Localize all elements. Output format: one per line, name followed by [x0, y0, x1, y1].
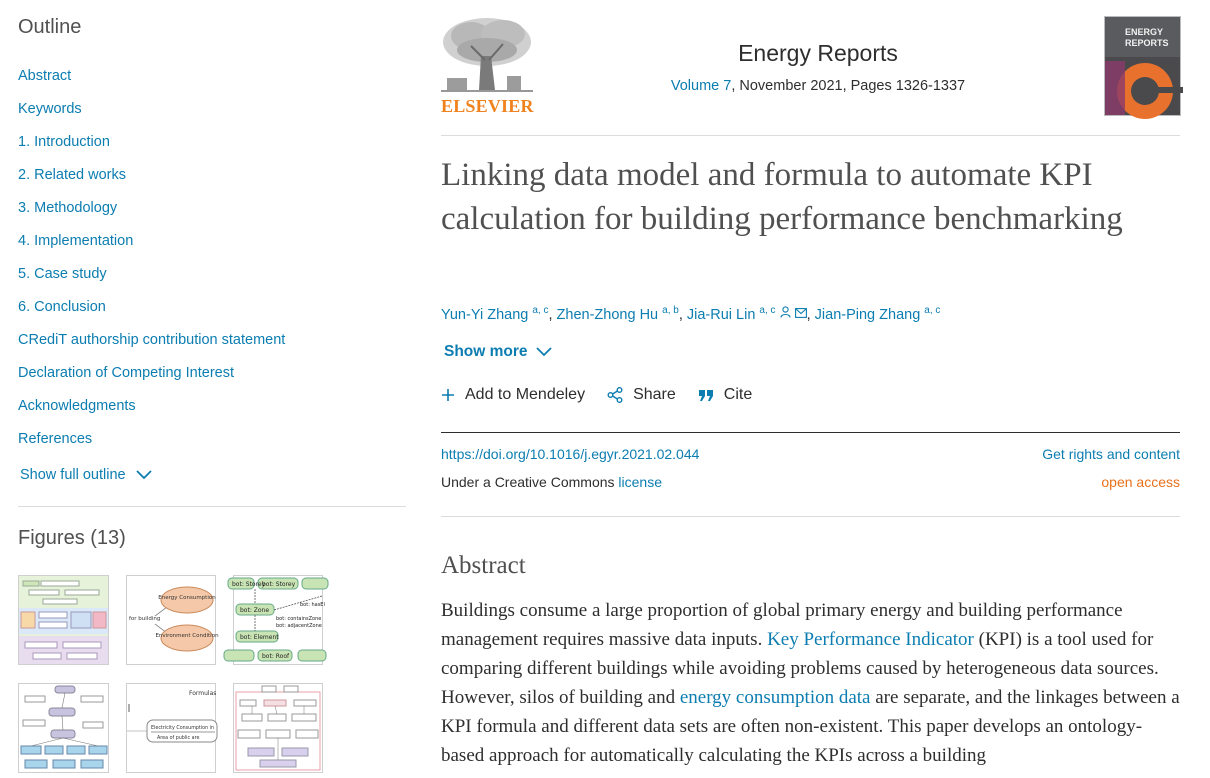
cover-title-reports: REPORTS: [1125, 38, 1169, 48]
add-to-mendeley-button[interactable]: [441, 386, 585, 404]
person-icon[interactable]: [780, 306, 791, 318]
diagram-figure-icon: [127, 576, 219, 664]
author-link[interactable]: Jian-Ping Zhang: [814, 306, 921, 323]
thumb-node-roof: bot: Roof: [262, 653, 290, 660]
thumb-node-element: bot: Element: [240, 634, 279, 641]
journal-cover[interactable]: [1104, 16, 1181, 116]
abstract-heading: Abstract: [441, 552, 526, 579]
outline-item-declaration[interactable]: Declaration of Competing Interest: [18, 365, 234, 381]
outline-item-implementation[interactable]: 4. Implementation: [18, 233, 134, 249]
author-affiliation[interactable]: a, b: [662, 305, 679, 316]
chevron-down-icon: [136, 470, 152, 480]
author-link[interactable]: Yun-Yi Zhang: [441, 306, 529, 323]
outline-list: [18, 66, 285, 462]
open-access-badge: open access: [1101, 474, 1180, 490]
thumb-edge-containszone: bot: containsZone: [276, 616, 322, 622]
outline-heading: Outline: [18, 16, 82, 38]
header-divider: [441, 135, 1180, 136]
share-button[interactable]: [607, 386, 676, 404]
thumb-formulas-header: Formulas: [189, 690, 217, 697]
license-prefix: Under a Creative Commons: [441, 474, 619, 490]
figure-thumbnail-2[interactable]: [126, 575, 219, 665]
outline-item-keywords[interactable]: Keywords: [18, 101, 82, 117]
elsevier-tree-icon: [441, 16, 533, 96]
outline-item-case-study[interactable]: 5. Case study: [18, 266, 107, 282]
show-more-label: Show more: [444, 343, 528, 360]
plus-icon: [441, 388, 455, 402]
doi-link[interactable]: https://doi.org/10.1016/j.egyr.2021.02.044: [441, 446, 700, 462]
volume-info: [591, 78, 1045, 94]
cover-title-energy: ENERGY: [1125, 27, 1164, 37]
thumb-label-energy: Energy Consumption: [158, 595, 216, 601]
author-link[interactable]: Zhen-Zhong Hu: [556, 306, 659, 323]
thumb-edge-hasel: bot: hasEl: [300, 602, 325, 608]
figure-thumbnail-5[interactable]: [126, 683, 216, 773]
thumb-edge-adjacentzone: bot: adjacentZone: [276, 623, 322, 629]
thumb-node-storey-2: bot: Storey: [262, 581, 296, 588]
outline-item-related-works[interactable]: 2. Related works: [18, 167, 126, 183]
thumb-node-storey: bot: Storey: [232, 581, 266, 588]
figure-thumbnails: [18, 575, 338, 775]
author-affiliation[interactable]: a, c: [924, 305, 941, 316]
author-link[interactable]: Jia-Rui Lin: [686, 306, 756, 323]
add-to-mendeley-label: Add to Mendeley: [465, 386, 586, 403]
outline-item-references[interactable]: References: [18, 431, 93, 447]
outline-item-acknowledgments[interactable]: Acknowledgments: [18, 398, 136, 414]
sidebar: [0, 0, 406, 778]
thumb-label-environment: Environment Condition: [155, 633, 219, 639]
license-link[interactable]: license: [618, 474, 662, 490]
formula-figure-icon: [127, 684, 215, 772]
figures-heading: Figures (13): [18, 527, 126, 549]
show-full-outline-label: Show full outline: [20, 467, 126, 483]
architecture-figure-icon: [234, 684, 322, 772]
chevron-down-icon: [536, 347, 552, 357]
outline-item-introduction[interactable]: 1. Introduction: [18, 134, 110, 150]
thumb-label-side: for building: [129, 616, 161, 622]
abstract-part-2: (KPI) is a tool used for comparing different buildings while avoiding problems caused by heterogeneous data sources. However, silos of building and: [441, 629, 1159, 708]
cite-label: Cite: [723, 386, 753, 403]
abstract-part-3: are separate, and the linkages between a KPI formula and different data sets are often non-existent. This paper develops an ontology-based approach for automatically calculating the KPIs across a building: [441, 687, 1180, 766]
ontology-figure-icon: [232, 576, 325, 664]
publisher-name: ELSEVIER: [441, 96, 534, 116]
author-affiliation[interactable]: a, c: [759, 305, 776, 316]
sidebar-divider: [18, 506, 406, 507]
meta-divider: [441, 516, 1180, 517]
share-label: Share: [633, 386, 676, 403]
author-list: Yun-Yi Zhang $^{a, c}$, Zhen-Zhong Hu $^{a, b}$, Jia-Rui Lin $^{a, c}$ , Jian-Ping Zhang $^{a, c}$: [441, 305, 941, 323]
article-actions: [441, 386, 774, 404]
abstract-text: [441, 596, 1180, 770]
flowchart-figure-icon: [19, 576, 108, 664]
energy-consumption-topic-link[interactable]: energy consumption data: [679, 687, 871, 708]
outline-item-methodology[interactable]: 3. Methodology: [18, 200, 118, 216]
figure-thumbnail-3[interactable]: [233, 575, 323, 665]
thumb-node-zone: bot: Zone: [240, 607, 270, 614]
outline-item-abstract[interactable]: Abstract: [18, 68, 72, 84]
outline-item-conclusion[interactable]: 6. Conclusion: [18, 299, 106, 315]
license-info: [441, 474, 662, 490]
show-more-button[interactable]: [444, 343, 552, 361]
quote-icon: [698, 388, 714, 402]
email-icon[interactable]: [795, 308, 807, 318]
author-affiliation[interactable]: a, c: [532, 305, 549, 316]
thumb-formula-line2: Area of public are: [157, 736, 200, 741]
network-figure-icon: [19, 684, 108, 772]
figure-thumbnail-4[interactable]: [18, 683, 109, 773]
article-title: Linking data model and formula to automate KPI calculation for building performance benchmarking: [441, 157, 1123, 237]
volume-details: , November 2021, Pages 1326-1337: [731, 78, 966, 94]
show-full-outline-button[interactable]: [20, 467, 152, 483]
thumb-formula-line1: Electricity Consumption in: [151, 726, 215, 731]
journal-title[interactable]: Energy Reports: [738, 40, 898, 66]
outline-item-credit[interactable]: CRediT authorship contribution statement: [18, 332, 286, 348]
journal-cover-icon: [1105, 17, 1180, 115]
figure-thumbnail-1[interactable]: [18, 575, 109, 665]
share-icon: [607, 387, 623, 403]
get-rights-link[interactable]: Get rights and content: [1042, 446, 1180, 462]
cite-button[interactable]: [698, 386, 752, 404]
abstract-part-1: Buildings consume a large proportion of global primary energy and building performance management requires massive data inputs.: [441, 600, 1123, 650]
figure-thumbnail-6[interactable]: [233, 683, 323, 773]
actions-divider: [441, 432, 1180, 433]
article-main: [441, 0, 1180, 778]
kpi-topic-link[interactable]: Key Performance Indicator: [767, 629, 974, 650]
volume-link[interactable]: Volume 7: [670, 78, 732, 94]
